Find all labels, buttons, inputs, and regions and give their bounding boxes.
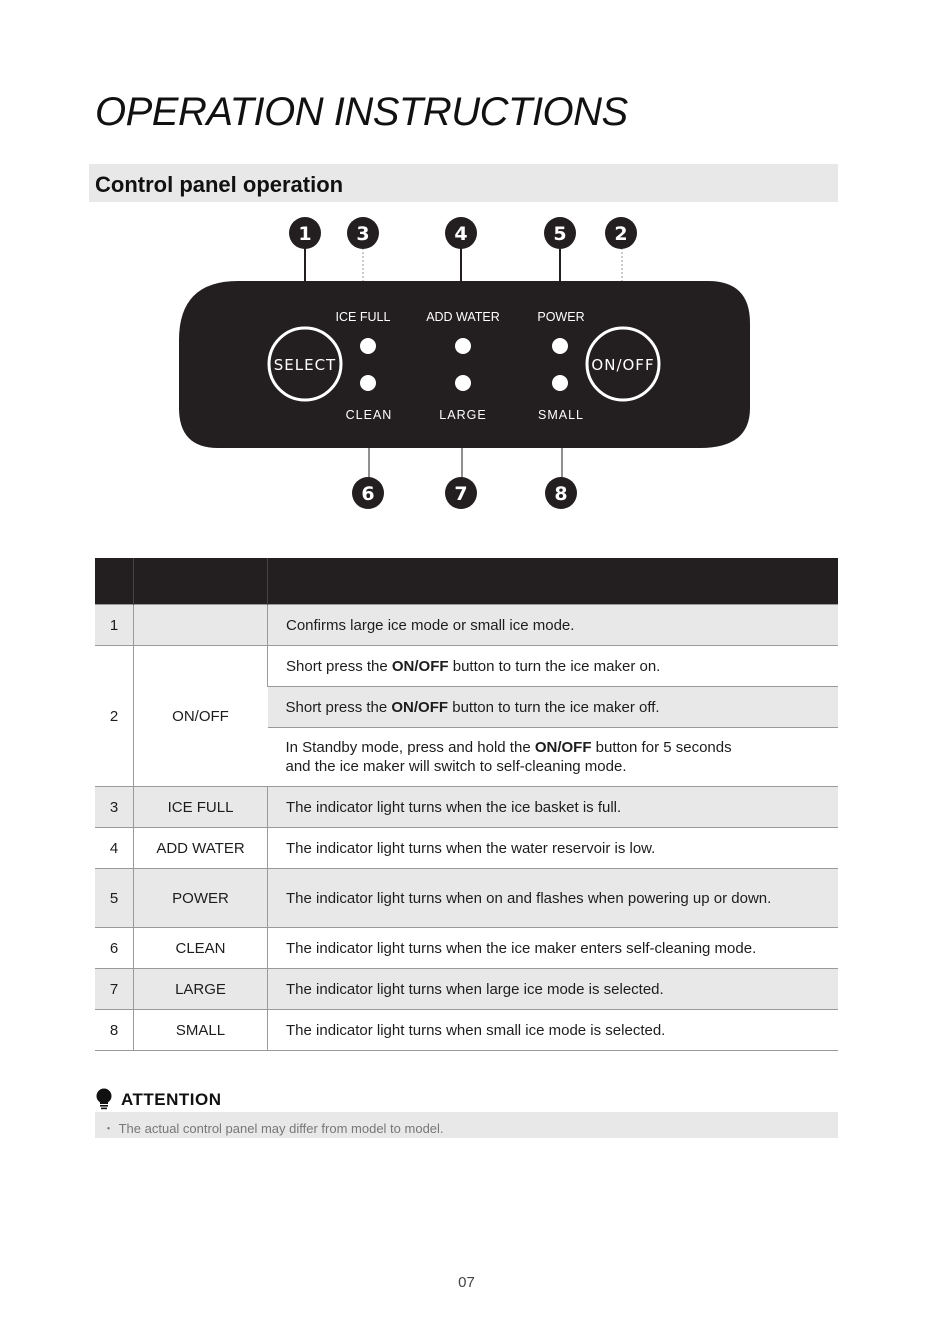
row-name: [134, 605, 268, 646]
callout-5: [544, 217, 576, 249]
svg-text:6: 6: [361, 483, 375, 505]
row-number: 5: [95, 869, 134, 928]
row-description: In Standby mode, press and hold the ON/OFF button for 5 seconds and the ice maker will switch to self-cleaning mode.: [268, 728, 839, 787]
row-number: 7: [95, 969, 134, 1010]
table-header-cell: [95, 558, 134, 605]
control-panel-body: [179, 281, 750, 448]
table-header-row: [95, 558, 838, 605]
svg-text:4: 4: [454, 223, 468, 245]
callout-6: [352, 477, 384, 509]
indicator-small: [552, 375, 568, 391]
select-button[interactable]: [269, 328, 341, 400]
svg-text:5: 5: [553, 223, 567, 245]
page-title: OPERATION INSTRUCTIONS: [95, 90, 628, 134]
row-description: Confirms large ice mode or small ice mode.: [268, 605, 839, 646]
table-row: [95, 1010, 838, 1051]
row-description: The indicator light turns when small ice mode is selected.: [268, 1010, 839, 1051]
row-name: CLEAN: [134, 928, 268, 969]
table-row: [95, 605, 838, 646]
page-number: 07: [458, 1274, 475, 1291]
control-function-table: [95, 558, 838, 1051]
table-row: [95, 828, 838, 869]
table-row: [95, 969, 838, 1010]
row-number: 1: [95, 605, 134, 646]
indicator-large: [455, 375, 471, 391]
table-row: [95, 646, 838, 687]
on-off-button[interactable]: [587, 328, 659, 400]
row-name: ON/OFF: [134, 646, 268, 787]
control-panel-diagram: [0, 0, 933, 540]
label-small: SMALL: [538, 408, 584, 422]
label-add-water: ADD WATER: [426, 310, 500, 324]
attention-note: [95, 1112, 838, 1138]
table-header-cell: [268, 558, 839, 605]
row-number: 8: [95, 1010, 134, 1051]
section-header: [89, 164, 838, 202]
row-name: SMALL: [134, 1010, 268, 1051]
table-header-cell: [134, 558, 268, 605]
label-large: LARGE: [439, 408, 487, 422]
callout-2: [605, 217, 637, 249]
label-clean: CLEAN: [345, 408, 393, 422]
on-off-keyword: ON/OFF: [534, 739, 592, 756]
row-name: LARGE: [134, 969, 268, 1010]
indicator-add-water: [455, 338, 471, 354]
label-ice-full: ICE FULL: [335, 310, 391, 324]
row-number: 4: [95, 828, 134, 869]
svg-text:7: 7: [454, 483, 468, 505]
row-description: The indicator light turns when the water reservoir is low.: [268, 828, 839, 869]
row-number: 3: [95, 787, 134, 828]
svg-text:1: 1: [298, 223, 312, 245]
on-off-button-label: ON/OFF: [591, 356, 655, 374]
select-button-label: SELECT: [273, 356, 337, 374]
svg-text:8: 8: [554, 483, 568, 505]
section-title: Control panel operation: [95, 172, 344, 197]
callout-7: [445, 477, 477, 509]
attention-note-text: ・ The actual control panel may differ from model to model.: [102, 1121, 444, 1136]
table-row: [95, 928, 838, 969]
table-row: [95, 869, 838, 928]
lightbulb-icon: [95, 1088, 113, 1110]
on-off-keyword: ON/OFF: [391, 657, 449, 675]
row-description: The indicator light turns when on and flashes when powering up or down.: [268, 869, 839, 928]
svg-text:2: 2: [614, 223, 628, 245]
row-description: Short press the ON/OFF button to turn the ice maker off.: [268, 687, 839, 728]
table-row: [95, 787, 838, 828]
indicator-clean: [360, 375, 376, 391]
svg-text:3: 3: [356, 223, 370, 245]
row-name: ADD WATER: [134, 828, 268, 869]
callout-8: [545, 477, 577, 509]
on-off-keyword: ON/OFF: [391, 698, 449, 716]
callout-4: [445, 217, 477, 249]
callout-3: [347, 217, 379, 249]
callout-1: [289, 217, 321, 249]
row-name: ICE FULL: [134, 787, 268, 828]
row-number: 6: [95, 928, 134, 969]
row-description: Short press the ON/OFF button to turn the ice maker on.: [268, 646, 839, 687]
row-name: POWER: [134, 869, 268, 928]
label-power: POWER: [537, 310, 585, 324]
row-description: The indicator light turns when the ice maker enters self-cleaning mode.: [268, 928, 839, 969]
row-description: The indicator light turns when large ice mode is selected.: [268, 969, 839, 1010]
row-number: 2: [95, 646, 134, 787]
row-description: The indicator light turns when the ice basket is full.: [268, 787, 839, 828]
indicator-ice-full: [360, 338, 376, 354]
attention-title: ATTENTION: [121, 1090, 222, 1109]
indicator-power: [552, 338, 568, 354]
